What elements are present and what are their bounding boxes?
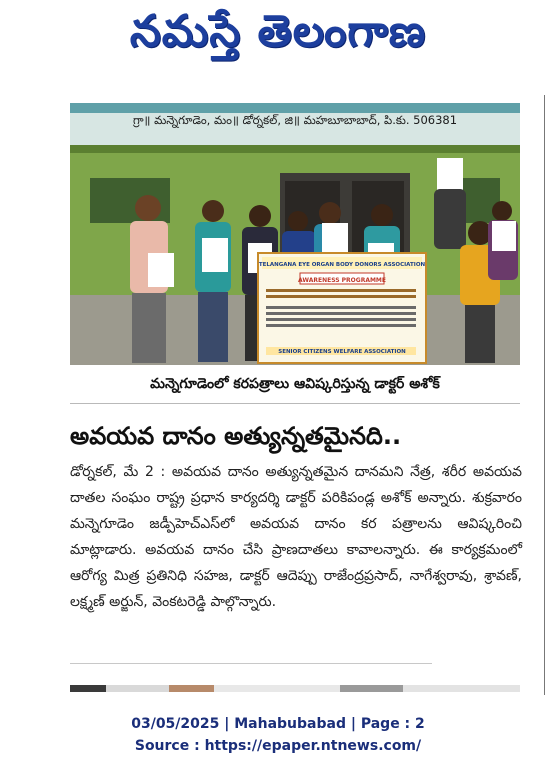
next-article-photo-strip (70, 685, 520, 692)
caption-divider (70, 403, 520, 404)
poster-line-3: SENIOR CITIZENS WELFARE ASSOCIATION (278, 349, 406, 355)
masthead-title: నమస్తే తెలంగాణ (129, 6, 427, 57)
photo-caption: మన్నెగూడెంలో కరపత్రాలు ఆవిష్కరిస్తున్న డాక్టర్ అశోక్ (150, 376, 440, 392)
article-headline: అవయవ దానం అత్యున్నతమైనది.. (70, 422, 402, 450)
newspaper-masthead (0, 6, 556, 70)
poster-line-2: AWARENESS PROGRAMME (297, 277, 387, 284)
footer-edition-info: 03/05/2025 | Mahabubabad | Page : 2 (131, 716, 425, 732)
page-column-border (544, 95, 545, 695)
photo-illustration (70, 103, 520, 365)
article-body: డోర్నకల్, మే 2 : అవయవ దానం అత్యున్నతమైన దానమని నేత్ర, శరీర అవయవ దాతల సంఘం రాష్ట్ర ప్రధాన కార్యదర్శి డాక్టర్ పరికిపండ్ల అశోక్ అన్నారు. శుక్రవారం మన్నెగూడెం జడ్పీహెచ్ఎస్‌లో అవయవ దానం కర పత్రాలను ఆవిష్కరించి మాట్లాడారు. అవయవ దానం చేసి ప్రాణదాతలు కావాలన్నారు. ఈ కార్యక్రమంలో ఆరోగ్య మిత్ర ప్రతినిధి సహజ, డాక్టర్ ఆదెప్పు రాజేంద్రప్రసాద్, నాగేశ్వరావు, శ్రావణ్, లక్ష్మణ్ అర్జున్, వెంకటరెడ్డి పాల్గొన్నారు. (70, 464, 522, 610)
news-photo (70, 103, 520, 365)
article-end-divider (70, 663, 432, 664)
footer-source: Source : https://epaper.ntnews.com/ (134, 738, 422, 754)
poster-line-1: TELANGANA EYE ORGAN BODY DONORS ASSOCIATION (258, 262, 426, 268)
page-footer (0, 713, 556, 757)
photo-banner-text: గ్రా॥ మన్నెగూడెం, మం॥ డోర్నకల్, జి॥ మహబూబాబాద్, పి.కు. 506381 (132, 113, 458, 127)
